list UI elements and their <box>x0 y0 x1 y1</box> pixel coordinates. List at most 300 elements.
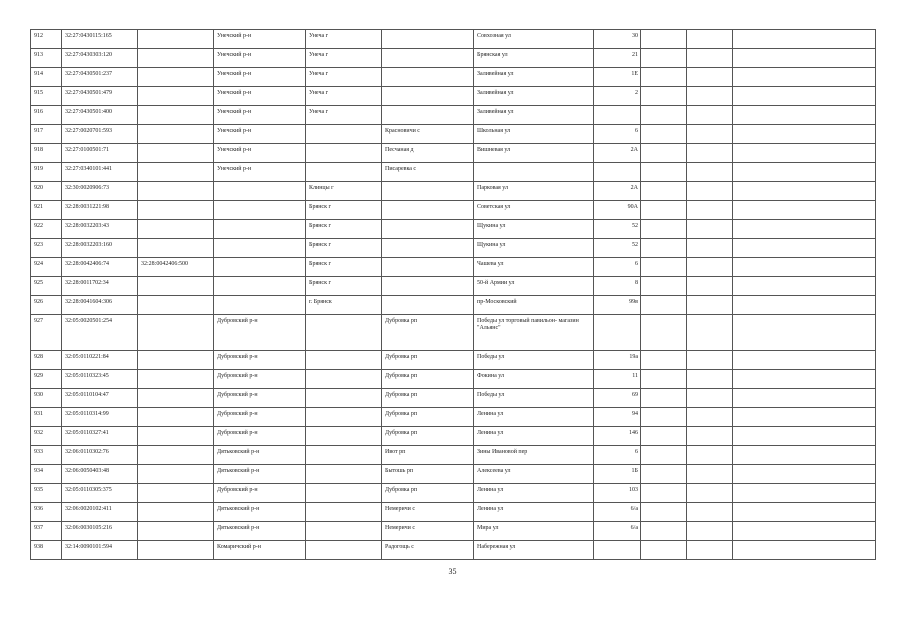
house-number-cell: 30 <box>594 30 641 49</box>
cadastral-number-cell: 32:27:0340101:441 <box>62 163 138 182</box>
extra-2-cell <box>687 125 733 144</box>
street-cell: Алексеева ул <box>474 465 594 484</box>
settlement-cell <box>382 277 474 296</box>
linked-cadastral-number-cell <box>138 351 214 370</box>
street-cell: Набережная ул <box>474 541 594 560</box>
table-row <box>31 389 876 408</box>
cadastral-number-cell: 32:28:0041604:306 <box>62 296 138 315</box>
house-number-cell: 21 <box>594 49 641 68</box>
row-number-cell: 931 <box>31 408 62 427</box>
table-row <box>31 68 876 87</box>
settlement-cell: Дубровка рп <box>382 315 474 351</box>
linked-cadastral-number-cell <box>138 389 214 408</box>
extra-2-cell <box>687 258 733 277</box>
cadastral-number-cell: 32:27:0430501:479 <box>62 87 138 106</box>
extra-1-cell <box>641 315 687 351</box>
city-cell: Унеча г <box>306 30 382 49</box>
cadastral-number-cell: 32:06:0030105:216 <box>62 522 138 541</box>
street-cell: Ленина ул <box>474 408 594 427</box>
street-cell: Вишневая ул <box>474 144 594 163</box>
district-cell: Дубровский р-н <box>214 315 306 351</box>
city-cell <box>306 389 382 408</box>
row-number-cell: 935 <box>31 484 62 503</box>
extra-2-cell <box>687 427 733 446</box>
city-cell <box>306 465 382 484</box>
extra-1-cell <box>641 182 687 201</box>
cadastral-number-cell: 32:28:0011702:34 <box>62 277 138 296</box>
street-cell: Совхозная ул <box>474 30 594 49</box>
district-cell: Дубровский р-н <box>214 427 306 446</box>
linked-cadastral-number-cell <box>138 163 214 182</box>
extra-3-cell <box>733 315 876 351</box>
extra-3-cell <box>733 30 876 49</box>
extra-1-cell <box>641 351 687 370</box>
city-cell <box>306 484 382 503</box>
district-cell: Унечский р-н <box>214 68 306 87</box>
page-number: 35 <box>448 567 457 576</box>
house-number-cell: 2А <box>594 144 641 163</box>
table-row <box>31 408 876 427</box>
extra-1-cell <box>641 370 687 389</box>
house-number-cell: 69 <box>594 389 641 408</box>
street-cell: 50-й Армии ул <box>474 277 594 296</box>
row-number-cell: 923 <box>31 239 62 258</box>
settlement-cell <box>382 220 474 239</box>
settlement-cell: Немеричи с <box>382 503 474 522</box>
extra-1-cell <box>641 163 687 182</box>
street-cell: Заливейная ул <box>474 87 594 106</box>
extra-3-cell <box>733 408 876 427</box>
street-cell: Ленина ул <box>474 503 594 522</box>
linked-cadastral-number-cell <box>138 277 214 296</box>
extra-2-cell <box>687 182 733 201</box>
settlement-cell: Песчаная д <box>382 144 474 163</box>
cadastral-number-cell: 32:27:0020701:593 <box>62 125 138 144</box>
settlement-cell: Бытошь рп <box>382 465 474 484</box>
table-row <box>31 465 876 484</box>
street-cell: Заливейная ул <box>474 106 594 125</box>
extra-3-cell <box>733 465 876 484</box>
row-number-cell: 917 <box>31 125 62 144</box>
table-row <box>31 49 876 68</box>
extra-2-cell <box>687 370 733 389</box>
linked-cadastral-number-cell <box>138 427 214 446</box>
district-cell: Унечский р-н <box>214 49 306 68</box>
district-cell <box>214 258 306 277</box>
city-cell: Брянск г <box>306 258 382 277</box>
extra-1-cell <box>641 389 687 408</box>
linked-cadastral-number-cell <box>138 49 214 68</box>
settlement-cell <box>382 182 474 201</box>
extra-1-cell <box>641 106 687 125</box>
extra-3-cell <box>733 427 876 446</box>
street-cell: Щукина ул <box>474 220 594 239</box>
extra-1-cell <box>641 408 687 427</box>
settlement-cell <box>382 201 474 220</box>
row-number-cell: 919 <box>31 163 62 182</box>
cadastral-number-cell: 32:05:0110323:45 <box>62 370 138 389</box>
house-number-cell: 2А <box>594 182 641 201</box>
extra-3-cell <box>733 49 876 68</box>
extra-1-cell <box>641 446 687 465</box>
extra-1-cell <box>641 541 687 560</box>
row-number-cell: 925 <box>31 277 62 296</box>
district-cell: Дубровский р-н <box>214 370 306 389</box>
street-cell: Мира ул <box>474 522 594 541</box>
linked-cadastral-number-cell <box>138 68 214 87</box>
extra-2-cell <box>687 30 733 49</box>
house-number-cell: 99в <box>594 296 641 315</box>
table-row <box>31 220 876 239</box>
settlement-cell: Дубровка рп <box>382 351 474 370</box>
cadastral-number-cell: 32:27:0430303:120 <box>62 49 138 68</box>
table-row <box>31 522 876 541</box>
linked-cadastral-number-cell <box>138 144 214 163</box>
extra-1-cell <box>641 522 687 541</box>
extra-2-cell <box>687 68 733 87</box>
district-cell: Унечский р-н <box>214 144 306 163</box>
row-number-cell: 933 <box>31 446 62 465</box>
cadastral-number-cell: 32:06:0050403:48 <box>62 465 138 484</box>
table-row <box>31 351 876 370</box>
table-row <box>31 239 876 258</box>
city-cell: Брянск г <box>306 239 382 258</box>
settlement-cell: Дубровка рп <box>382 370 474 389</box>
city-cell <box>306 163 382 182</box>
settlement-cell <box>382 30 474 49</box>
extra-3-cell <box>733 201 876 220</box>
extra-3-cell <box>733 68 876 87</box>
street-cell: пр-Московский <box>474 296 594 315</box>
house-number-cell: 19а <box>594 351 641 370</box>
table-row <box>31 484 876 503</box>
row-number-cell: 934 <box>31 465 62 484</box>
street-cell: Победы ул <box>474 389 594 408</box>
table-row <box>31 182 876 201</box>
city-cell <box>306 315 382 351</box>
settlement-cell <box>382 68 474 87</box>
extra-2-cell <box>687 296 733 315</box>
row-number-cell: 921 <box>31 201 62 220</box>
row-number-cell: 926 <box>31 296 62 315</box>
extra-3-cell <box>733 125 876 144</box>
row-number-cell: 937 <box>31 522 62 541</box>
extra-2-cell <box>687 49 733 68</box>
house-number-cell: 1Б <box>594 465 641 484</box>
row-number-cell: 918 <box>31 144 62 163</box>
row-number-cell: 929 <box>31 370 62 389</box>
extra-2-cell <box>687 315 733 351</box>
cadastral-number-cell: 32:30:0020906:73 <box>62 182 138 201</box>
district-cell: Дятьковский р-н <box>214 465 306 484</box>
extra-1-cell <box>641 220 687 239</box>
settlement-cell <box>382 49 474 68</box>
table-row <box>31 144 876 163</box>
linked-cadastral-number-cell <box>138 87 214 106</box>
extra-2-cell <box>687 144 733 163</box>
house-number-cell: 1Е <box>594 68 641 87</box>
linked-cadastral-number-cell <box>138 484 214 503</box>
cadastral-number-cell: 32:28:0031221:98 <box>62 201 138 220</box>
extra-1-cell <box>641 49 687 68</box>
house-number-cell: 94 <box>594 408 641 427</box>
extra-3-cell <box>733 239 876 258</box>
extra-1-cell <box>641 30 687 49</box>
row-number-cell: 924 <box>31 258 62 277</box>
house-number-cell <box>594 541 641 560</box>
settlement-cell: Красновичи с <box>382 125 474 144</box>
house-number-cell: 8 <box>594 277 641 296</box>
extra-1-cell <box>641 277 687 296</box>
city-cell <box>306 503 382 522</box>
linked-cadastral-number-cell <box>138 408 214 427</box>
extra-2-cell <box>687 465 733 484</box>
house-number-cell: 11 <box>594 370 641 389</box>
linked-cadastral-number-cell <box>138 541 214 560</box>
house-number-cell: 6 <box>594 258 641 277</box>
extra-1-cell <box>641 258 687 277</box>
house-number-cell <box>594 163 641 182</box>
extra-2-cell <box>687 106 733 125</box>
settlement-cell: Радогощь с <box>382 541 474 560</box>
cadastral-number-cell: 32:27:0430501:400 <box>62 106 138 125</box>
extra-2-cell <box>687 484 733 503</box>
district-cell: Дубровский р-н <box>214 389 306 408</box>
city-cell: Унеча г <box>306 68 382 87</box>
street-cell: Советская ул <box>474 201 594 220</box>
extra-2-cell <box>687 87 733 106</box>
city-cell <box>306 541 382 560</box>
table-row <box>31 370 876 389</box>
district-cell <box>214 277 306 296</box>
district-cell: Унечский р-н <box>214 87 306 106</box>
settlement-cell <box>382 87 474 106</box>
district-cell: Дятьковский р-н <box>214 503 306 522</box>
table-body <box>31 30 876 560</box>
linked-cadastral-number-cell <box>138 503 214 522</box>
table-row <box>31 446 876 465</box>
table-row <box>31 427 876 446</box>
cadastral-number-cell: 32:27:0430501:237 <box>62 68 138 87</box>
table-row <box>31 296 876 315</box>
street-cell <box>474 163 594 182</box>
row-number-cell: 913 <box>31 49 62 68</box>
house-number-cell: 52 <box>594 220 641 239</box>
property-register-table <box>30 29 876 560</box>
house-number-cell: 6 <box>594 125 641 144</box>
district-cell: Дубровский р-н <box>214 351 306 370</box>
row-number-cell: 938 <box>31 541 62 560</box>
row-number-cell: 912 <box>31 30 62 49</box>
extra-3-cell <box>733 182 876 201</box>
district-cell: Дубровский р-н <box>214 484 306 503</box>
extra-3-cell <box>733 87 876 106</box>
city-cell: г. Брянск <box>306 296 382 315</box>
extra-1-cell <box>641 201 687 220</box>
extra-2-cell <box>687 408 733 427</box>
extra-3-cell <box>733 484 876 503</box>
row-number-cell: 927 <box>31 315 62 351</box>
cadastral-number-cell: 32:14:0090101:594 <box>62 541 138 560</box>
cadastral-number-cell: 32:05:0110104:47 <box>62 389 138 408</box>
city-cell <box>306 446 382 465</box>
settlement-cell: Дубровка рп <box>382 427 474 446</box>
street-cell: Ленина ул <box>474 427 594 446</box>
linked-cadastral-number-cell <box>138 522 214 541</box>
table-row <box>31 503 876 522</box>
table-row <box>31 201 876 220</box>
street-cell: Зины Ивановой пер <box>474 446 594 465</box>
extra-3-cell <box>733 389 876 408</box>
house-number-cell: 6 <box>594 446 641 465</box>
cadastral-number-cell: 32:06:0020102:411 <box>62 503 138 522</box>
city-cell: Унеча г <box>306 49 382 68</box>
extra-3-cell <box>733 220 876 239</box>
row-number-cell: 920 <box>31 182 62 201</box>
house-number-cell <box>594 315 641 351</box>
extra-1-cell <box>641 125 687 144</box>
linked-cadastral-number-cell <box>138 30 214 49</box>
settlement-cell <box>382 258 474 277</box>
house-number-cell: 103 <box>594 484 641 503</box>
cadastral-number-cell: 32:05:0020501:254 <box>62 315 138 351</box>
district-cell: Унечский р-н <box>214 125 306 144</box>
extra-1-cell <box>641 144 687 163</box>
linked-cadastral-number-cell <box>138 296 214 315</box>
district-cell: Унечский р-н <box>214 163 306 182</box>
cadastral-number-cell: 32:28:0042406:74 <box>62 258 138 277</box>
cadastral-number-cell: 32:05:0110327:41 <box>62 427 138 446</box>
linked-cadastral-number-cell <box>138 201 214 220</box>
table-row <box>31 541 876 560</box>
settlement-cell <box>382 106 474 125</box>
extra-3-cell <box>733 370 876 389</box>
district-cell: Унечский р-н <box>214 106 306 125</box>
street-cell: Ленина ул <box>474 484 594 503</box>
district-cell: Дятьковский р-н <box>214 446 306 465</box>
extra-2-cell <box>687 522 733 541</box>
settlement-cell: Дубровка рп <box>382 408 474 427</box>
city-cell: Унеча г <box>306 87 382 106</box>
table-row <box>31 315 876 351</box>
cadastral-number-cell: 32:05:0110221:84 <box>62 351 138 370</box>
district-cell <box>214 220 306 239</box>
street-cell: Фокина ул <box>474 370 594 389</box>
row-number-cell: 914 <box>31 68 62 87</box>
settlement-cell: Дубровка рп <box>382 484 474 503</box>
extra-2-cell <box>687 201 733 220</box>
city-cell <box>306 522 382 541</box>
extra-1-cell <box>641 427 687 446</box>
linked-cadastral-number-cell <box>138 370 214 389</box>
extra-1-cell <box>641 87 687 106</box>
extra-2-cell <box>687 541 733 560</box>
extra-2-cell <box>687 351 733 370</box>
extra-2-cell <box>687 277 733 296</box>
table-row <box>31 258 876 277</box>
extra-1-cell <box>641 465 687 484</box>
extra-2-cell <box>687 446 733 465</box>
extra-2-cell <box>687 503 733 522</box>
extra-1-cell <box>641 239 687 258</box>
city-cell <box>306 351 382 370</box>
street-cell: Щукина ул <box>474 239 594 258</box>
street-cell: Школьная ул <box>474 125 594 144</box>
city-cell: Брянск г <box>306 220 382 239</box>
table-row <box>31 125 876 144</box>
district-cell <box>214 239 306 258</box>
city-cell <box>306 144 382 163</box>
settlement-cell: Немеричи с <box>382 522 474 541</box>
extra-3-cell <box>733 503 876 522</box>
table-row <box>31 163 876 182</box>
row-number-cell: 932 <box>31 427 62 446</box>
city-cell <box>306 370 382 389</box>
table-row <box>31 277 876 296</box>
extra-3-cell <box>733 522 876 541</box>
house-number-cell <box>594 106 641 125</box>
street-cell: Заливейная ул <box>474 68 594 87</box>
linked-cadastral-number-cell <box>138 125 214 144</box>
settlement-cell: Ивот рп <box>382 446 474 465</box>
cadastral-number-cell: 32:28:0032203:43 <box>62 220 138 239</box>
extra-3-cell <box>733 258 876 277</box>
street-cell: Чашева ул <box>474 258 594 277</box>
row-number-cell: 930 <box>31 389 62 408</box>
house-number-cell: 146 <box>594 427 641 446</box>
house-number-cell: 6/а <box>594 522 641 541</box>
cadastral-number-cell: 32:28:0032203:160 <box>62 239 138 258</box>
district-cell <box>214 201 306 220</box>
city-cell <box>306 408 382 427</box>
street-cell: Брянская ул <box>474 49 594 68</box>
extra-1-cell <box>641 484 687 503</box>
linked-cadastral-number-cell <box>138 106 214 125</box>
house-number-cell: 6/а <box>594 503 641 522</box>
city-cell: Унеча г <box>306 106 382 125</box>
district-cell: Дубровский р-н <box>214 408 306 427</box>
extra-3-cell <box>733 541 876 560</box>
linked-cadastral-number-cell <box>138 182 214 201</box>
row-number-cell: 915 <box>31 87 62 106</box>
table-row <box>31 106 876 125</box>
extra-3-cell <box>733 106 876 125</box>
row-number-cell: 936 <box>31 503 62 522</box>
extra-2-cell <box>687 220 733 239</box>
district-cell <box>214 182 306 201</box>
cadastral-number-cell: 32:27:0430115:165 <box>62 30 138 49</box>
settlement-cell <box>382 296 474 315</box>
city-cell <box>306 125 382 144</box>
city-cell: Брянск г <box>306 201 382 220</box>
extra-1-cell <box>641 68 687 87</box>
house-number-cell: 90А <box>594 201 641 220</box>
cadastral-number-cell: 32:05:0110314:99 <box>62 408 138 427</box>
cadastral-number-cell: 32:05:0110305:375 <box>62 484 138 503</box>
extra-2-cell <box>687 163 733 182</box>
extra-3-cell <box>733 351 876 370</box>
row-number-cell: 928 <box>31 351 62 370</box>
extra-3-cell <box>733 446 876 465</box>
cadastral-number-cell: 32:06:0110302:76 <box>62 446 138 465</box>
cadastral-number-cell: 32:27:0100501:71 <box>62 144 138 163</box>
district-cell: Комаричский р-н <box>214 541 306 560</box>
settlement-cell: Писаревка с <box>382 163 474 182</box>
extra-1-cell <box>641 296 687 315</box>
extra-1-cell <box>641 503 687 522</box>
linked-cadastral-number-cell: 32:28:0042406:500 <box>138 258 214 277</box>
street-cell: Парковая ул <box>474 182 594 201</box>
